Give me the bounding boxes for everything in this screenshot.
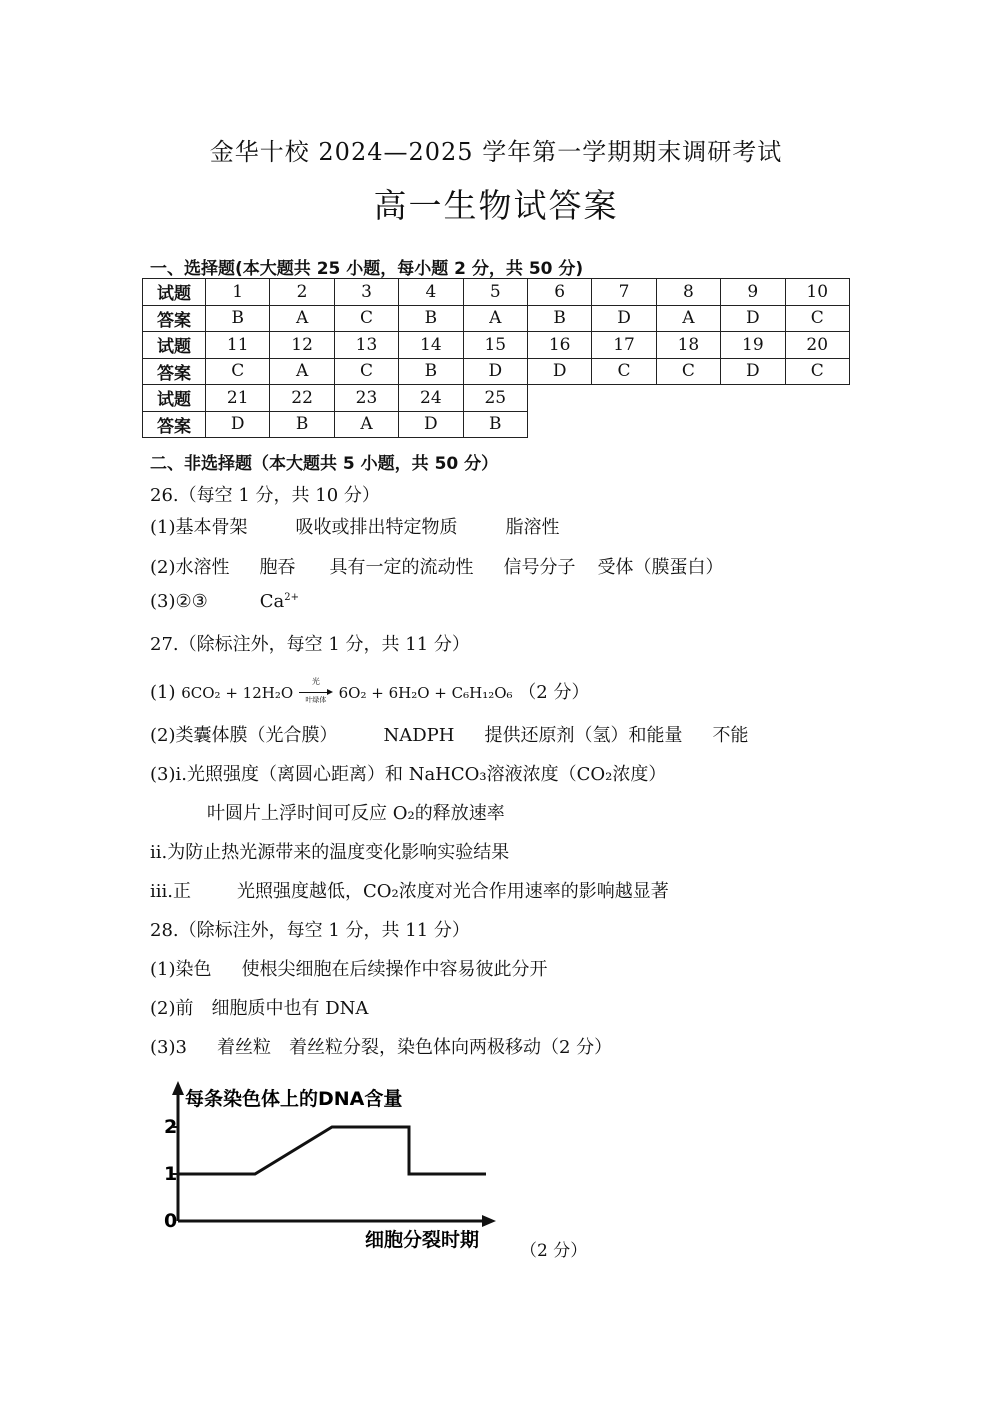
question-number-row [143,385,850,412]
answer-text: (2)类囊体膜（光合膜） [150,725,338,746]
question-number-cell: 5 [463,279,527,306]
arrow-condition-top: 光 [311,677,320,686]
question-number-cell: 15 [463,332,527,359]
q26-line3 [150,591,299,612]
question-number-cell: 13 [334,332,398,359]
question-label-cell: 试题 [143,279,206,306]
answer-text: 细胞质中也有 DNA [211,998,369,1019]
equation-products: 6O₂ + 6H₂O + C₆H₁₂O₆ [338,684,513,702]
x-axis-arrow [482,1215,496,1227]
answer-text: 具有一定的流动性 [329,557,474,578]
answer-text: 着丝粒分裂，染色体向两极移动（2 分） [288,1037,613,1058]
question-number-cell: 9 [721,279,785,306]
y-tick-label: 2 [164,1116,178,1138]
ion-charge: 2+ [284,592,300,603]
question-number-cell: 24 [399,385,463,412]
answer-row [143,411,850,438]
answer-cell: B [463,411,527,438]
answer-cell: B [270,411,334,438]
answer-text: (1)染色 [150,959,212,980]
answer-text: (2)前 [150,998,194,1019]
answer-cell: A [270,305,334,332]
question-number-cell: 20 [785,332,849,359]
question-label-cell: 试题 [143,332,206,359]
answer-cell: A [656,305,720,332]
question-number-cell: 19 [721,332,785,359]
q27-line1 [150,678,589,704]
question-number-cell: 7 [592,279,656,306]
score-note: （2 分） [518,682,590,703]
q27-line6 [150,877,669,903]
question-number-cell: 8 [656,279,720,306]
question-number-row [143,279,850,306]
answer-cell: B [527,305,591,332]
dna-content-graph [140,1075,580,1265]
q27-header: 27.（除标注外，每空 1 分，共 11 分） [150,634,470,655]
answer-row [143,305,850,332]
answer-text: NADPH [383,725,455,746]
y-tick-label: 0 [164,1210,178,1232]
question-number-cell: 3 [334,279,398,306]
answer-text: 使根尖细胞在后续操作中容易彼此分开 [241,959,548,980]
answer-text: 脂溶性 [505,517,560,538]
question-number-cell: 21 [206,385,270,412]
answer-text: (1)基本骨架 [150,517,248,538]
answer-cell: C [785,305,849,332]
exam-title: 金华十校 2024—2025 学年第一学期期末调研考试 [209,138,783,166]
y-axis-label: 每条染色体上的DNA含量 [185,1088,403,1110]
question-number-cell: 11 [206,332,270,359]
answer-cell: D [527,358,591,385]
question-label-cell: 试题 [143,385,206,412]
question-number-cell: 14 [399,332,463,359]
question-number-cell: 22 [270,385,334,412]
graph-score-note: （2 分） [520,1241,588,1261]
reaction-arrow [299,677,333,704]
answer-cell: C [592,358,656,385]
answer-text: 吸收或排出特定物质 [295,517,458,538]
answer-text: 提供还原剂（氢）和能量 [484,725,683,746]
answer-text: ⅲ.正 [150,881,191,902]
answer-table [142,278,850,438]
equation-reactants: 6CO₂ + 12H₂O [181,684,294,702]
calcium-ion: Ca [259,591,285,612]
answer-cell: C [334,358,398,385]
answer-cell: C [656,358,720,385]
y-axis-arrow [172,1081,184,1095]
q28-line2 [150,994,368,1020]
question-number-cell: 1 [206,279,270,306]
question-number-cell: 16 [527,332,591,359]
answer-text: 光照强度越低，CO₂浓度对光合作用速率的影响越显著 [237,881,669,902]
q28-line1 [150,955,548,981]
answer-text: (3)3 [150,1037,187,1058]
question-number-cell: 17 [592,332,656,359]
answer-cell: C [785,358,849,385]
answer-label-cell: 答案 [143,305,206,332]
q27-line4: 叶圆片上浮时间可反应 O₂的释放速率 [207,803,505,824]
answer-cell: A [270,358,334,385]
q28-line3 [150,1033,612,1059]
question-number-cell: 25 [463,385,527,412]
q26-header: 26.（每空 1 分，共 10 分） [150,485,380,506]
answer-cell: B [206,305,270,332]
q26-line2 [150,553,724,579]
answer-cell: D [399,411,463,438]
section2-heading: 二、非选择题（本大题共 5 小题，共 50 分） [150,454,499,474]
answer-text: 受体（膜蛋白） [597,557,724,578]
answer-text: (3)②③ [150,591,208,612]
answer-cell: C [334,305,398,332]
answer-cell: D [463,358,527,385]
q28-header: 28.（除标注外，每空 1 分，共 11 分） [150,920,470,941]
answer-cell: A [334,411,398,438]
section1-heading: 一、选择题(本大题共 25 小题，每小题 2 分，共 50 分) [150,259,584,279]
question-number-cell: 18 [656,332,720,359]
arrow-condition-bottom: 叶绿体 [305,696,327,704]
answer-text: 胞吞 [259,557,296,578]
question-number-row [143,332,850,359]
answer-cell: A [463,305,527,332]
answer-label-cell: 答案 [143,358,206,385]
answer-row [143,358,850,385]
answer-text: 不能 [712,725,749,746]
answer-cell: D [592,305,656,332]
question-number-cell: 12 [270,332,334,359]
question-number-cell: 4 [399,279,463,306]
q27-line2 [150,721,749,747]
answer-label-cell: 答案 [143,411,206,438]
question-number-cell: 23 [334,385,398,412]
answer-text: 信号分子 [503,557,576,578]
answer-cell: B [399,358,463,385]
answer-cell: D [721,305,785,332]
question-number-cell: 2 [270,279,334,306]
answer-key-title: 高一生物试答案 [373,186,619,225]
answer-text: (1) [150,682,176,703]
dna-content-line [178,1127,486,1174]
question-number-cell: 10 [785,279,849,306]
x-axis-label: 细胞分裂时期 [365,1229,480,1251]
answer-cell: B [399,305,463,332]
answer-cell: D [206,411,270,438]
answer-text: 着丝粒 [216,1037,271,1058]
question-number-cell: 6 [527,279,591,306]
q27-line3: (3)ⅰ.光照强度（离圆心距离）和 NaHCO₃溶液浓度（CO₂浓度） [150,764,667,785]
answer-text: (2)水溶性 [150,557,230,578]
answer-cell: D [721,358,785,385]
q26-line1 [150,513,560,539]
y-tick-label: 1 [164,1163,178,1185]
answer-cell: C [206,358,270,385]
q27-line5: ⅱ.为防止热光源带来的温度变化影响实验结果 [150,842,510,863]
